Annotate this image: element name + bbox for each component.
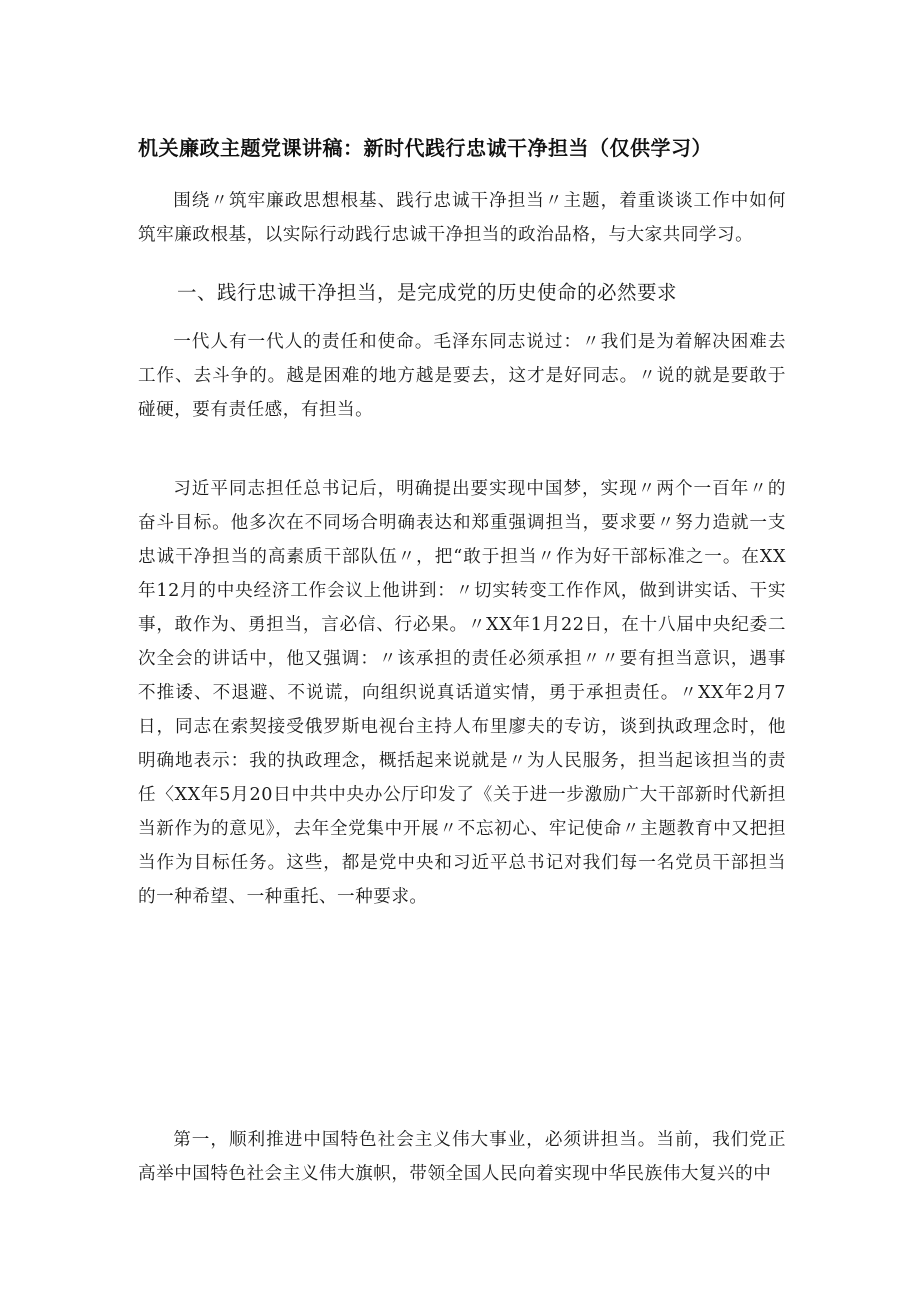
paragraph-intro: 围绕〃筑牢廉政思想根基、践行忠诚干净担当〃主题，着重谈谈工作中如何筑牢廉政根基，以实际行动践行忠诚干净担当的政治品格，与大家共同学习。 [138,191,786,245]
paragraph-responsibility: 一代人有一代人的责任和使命。毛泽东同志说过：〃我们是为着解决困难去工作、去斗争的。越是困难的地方越是要去，这才是好同志。〃说的就是要敢于碰硬，要有责任感，有担当。 [138,332,786,420]
section-heading-1: 一、践行忠诚干净担当，是完成党的历史使命的必然要求 [177,281,678,304]
document-title: 机关廉政主题党课讲稿：新时代践行忠诚干净担当（仅供学习） [138,136,712,160]
paragraph-first-point: 第一，顺利推进中国特色社会主义伟大事业，必须讲担当。当前，我们党正高举中国特色社会主义伟大旗帜，带领全国人民向着实现中华民族伟大复兴的中 [138,1130,786,1184]
paragraph-xi-statements: 习近平同志担任总书记后，明确提出要实现中国梦，实现〃两个一百年〃的奋斗目标。他多次在不同场合明确表达和郑重强调担当，要求要〃努力造就一支忠诚干净担当的高素质干部队伍〃，把“敢于担当〃作为好干部标准之一。在XX年12月的中央经济工作会议上他讲到：〃切实转变工作作风，做到讲实话、干实事，敢作为、勇担当，言必信、行必果。〃XX年1月22日，在十八届中央纪委二次全会的讲话中，他又强调：〃该承担的责任必须承担〃〃要有担当意识，遇事不推诿、不退避、不说谎，向组织说真话道实情，勇于承担责任。〃XX年2月7日，同志在索契接受俄罗斯电视台主持人布里廖夫的专访，谈到执政理念时，他明确地表示：我的执政理念，概括起来说就是〃为人民服务，担当起该担当的责任〈XX年5月20日中共中央办公厅印发了《关于进一步激励广大干部新时代新担当新作为的意见》，去年全党集中开展〃不忘初心、牢记使命〃主题教育中又把担当作为目标任务。这些，都是党中央和习近平总书记对我们每一名党员干部担当的一种希望、一种重托、一种要求。 [138,479,786,907]
